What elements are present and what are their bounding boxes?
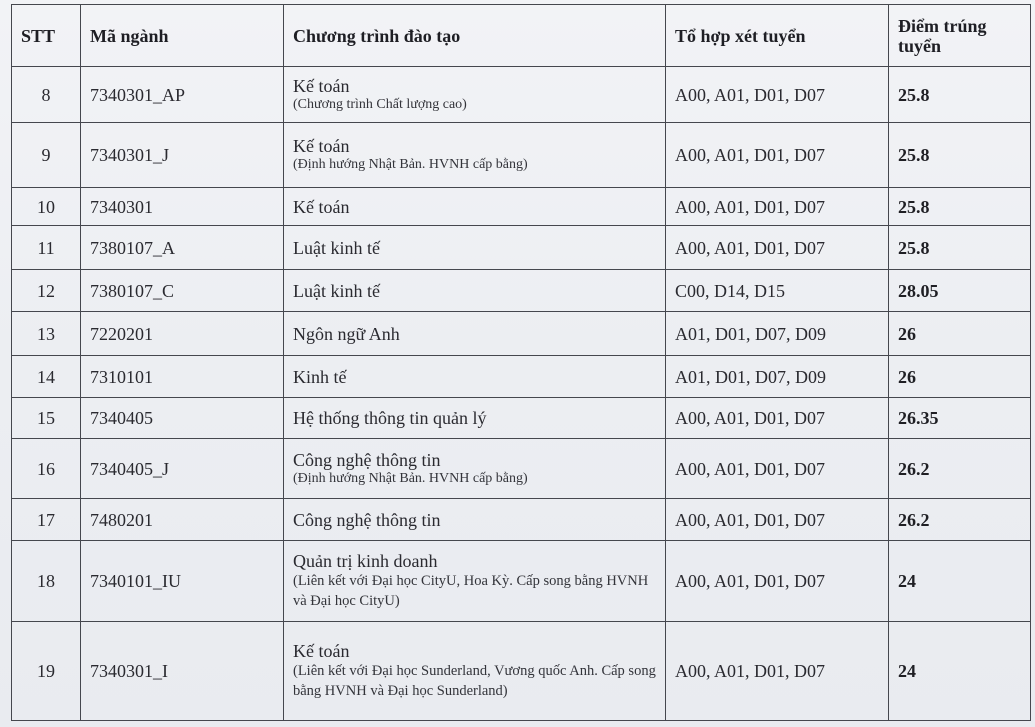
cell-code: 7480201 <box>81 499 284 541</box>
header-stt: STT <box>12 5 81 67</box>
cell-stt: 13 <box>12 312 81 356</box>
cell-code: 7380107_C <box>81 270 284 312</box>
table-row <box>12 226 1031 270</box>
table-row <box>12 67 1031 123</box>
cell-code: 7340405_J <box>81 439 284 499</box>
cell-stt: 10 <box>12 188 81 226</box>
cell-combos: C00, D14, D15 <box>666 270 889 312</box>
cell-combos: A00, A01, D01, D07 <box>666 123 889 188</box>
cell-score: 24 <box>889 622 1031 721</box>
program-name: Luật kinh tế <box>293 237 380 258</box>
cell-code: 7220201 <box>81 312 284 356</box>
table-row <box>12 188 1031 226</box>
table-header-row <box>12 5 1031 67</box>
cell-stt: 11 <box>12 226 81 270</box>
cell-code: 7340301_J <box>81 123 284 188</box>
program-name: Công nghệ thông tin <box>293 449 441 470</box>
program-name: Kế toán <box>293 75 350 96</box>
program-name: Kinh tế <box>293 366 347 387</box>
cell-stt: 15 <box>12 398 81 439</box>
cell-program <box>284 499 666 541</box>
header-code: Mã ngành <box>81 5 284 67</box>
cell-stt: 16 <box>12 439 81 499</box>
table-row <box>12 398 1031 439</box>
program-note: (Định hướng Nhật Bản. HVNH cấp bằng) <box>293 470 528 486</box>
cell-combos: A00, A01, D01, D07 <box>666 499 889 541</box>
cell-program <box>284 622 666 721</box>
table-row <box>12 499 1031 541</box>
cell-stt: 9 <box>12 123 81 188</box>
cell-code: 7340101_IU <box>81 541 284 622</box>
cell-combos: A00, A01, D01, D07 <box>666 622 889 721</box>
program-name: Ngôn ngữ Anh <box>293 323 400 344</box>
header-score: Điểm trúng tuyển <box>889 5 1031 67</box>
cell-combos: A00, A01, D01, D07 <box>666 226 889 270</box>
cell-score: 26 <box>889 356 1031 398</box>
cell-score: 24 <box>889 541 1031 622</box>
program-name: Quản trị kinh doanh <box>293 551 438 571</box>
program-name: Hệ thống thông tin quản lý <box>293 408 487 428</box>
cell-stt: 8 <box>12 67 81 123</box>
table-row <box>12 356 1031 398</box>
cell-score: 26 <box>889 312 1031 356</box>
program-note: (Liên kết với Đại học CityU, Hoa Kỳ. Cấp song bằng HVNH và Đại học CityU) <box>293 573 649 609</box>
cell-combos: A01, D01, D07, D09 <box>666 356 889 398</box>
program-name: Luật kinh tế <box>293 280 380 301</box>
cell-combos: A01, D01, D07, D09 <box>666 312 889 356</box>
cell-stt: 17 <box>12 499 81 541</box>
cell-program <box>284 312 666 356</box>
cell-combos: A00, A01, D01, D07 <box>666 398 889 439</box>
table-row <box>12 439 1031 499</box>
table-row <box>12 123 1031 188</box>
cell-score: 25.8 <box>889 67 1031 123</box>
cell-program <box>284 439 666 499</box>
table-row <box>12 270 1031 312</box>
program-name: Kế toán <box>293 136 350 156</box>
program-name: Kế toán <box>293 196 350 217</box>
header-combos: Tổ hợp xét tuyển <box>666 5 889 67</box>
cell-combos: A00, A01, D01, D07 <box>666 541 889 622</box>
cell-program <box>284 356 666 398</box>
cell-score: 25.8 <box>889 226 1031 270</box>
cell-program <box>284 123 666 188</box>
cell-stt: 14 <box>12 356 81 398</box>
program-note: (Liên kết với Đại học Sunderland, Vương quốc Anh. Cấp song bằng HVNH và Đại học Sunderland) <box>293 663 656 699</box>
cell-stt: 19 <box>12 622 81 721</box>
cell-stt: 18 <box>12 541 81 622</box>
table-row <box>12 312 1031 356</box>
cell-score: 26.35 <box>889 398 1031 439</box>
cell-code: 7310101 <box>81 356 284 398</box>
cell-code: 7340301 <box>81 188 284 226</box>
program-name: Kế toán <box>293 641 350 661</box>
cell-code: 7380107_A <box>81 226 284 270</box>
cell-program <box>284 270 666 312</box>
cell-score: 25.8 <box>889 188 1031 226</box>
program-note: (Định hướng Nhật Bản. HVNH cấp bằng) <box>293 157 528 172</box>
cell-program <box>284 541 666 622</box>
cell-stt: 12 <box>12 270 81 312</box>
admission-scores-table <box>11 4 1031 721</box>
cell-score: 28.05 <box>889 270 1031 312</box>
cell-combos: A00, A01, D01, D07 <box>666 188 889 226</box>
cell-program <box>284 226 666 270</box>
cell-code: 7340405 <box>81 398 284 439</box>
cell-combos: A00, A01, D01, D07 <box>666 439 889 499</box>
cell-program <box>284 188 666 226</box>
table-row <box>12 622 1031 721</box>
cell-code: 7340301_I <box>81 622 284 721</box>
program-note: (Chương trình Chất lượng cao) <box>293 96 467 112</box>
header-program: Chương trình đào tạo <box>284 5 666 67</box>
cell-program <box>284 398 666 439</box>
cell-code: 7340301_AP <box>81 67 284 123</box>
cell-score: 26.2 <box>889 499 1031 541</box>
cell-score: 25.8 <box>889 123 1031 188</box>
cell-score: 26.2 <box>889 439 1031 499</box>
table-row <box>12 541 1031 622</box>
cell-program <box>284 67 666 123</box>
cell-combos: A00, A01, D01, D07 <box>666 67 889 123</box>
program-name: Công nghệ thông tin <box>293 509 441 530</box>
